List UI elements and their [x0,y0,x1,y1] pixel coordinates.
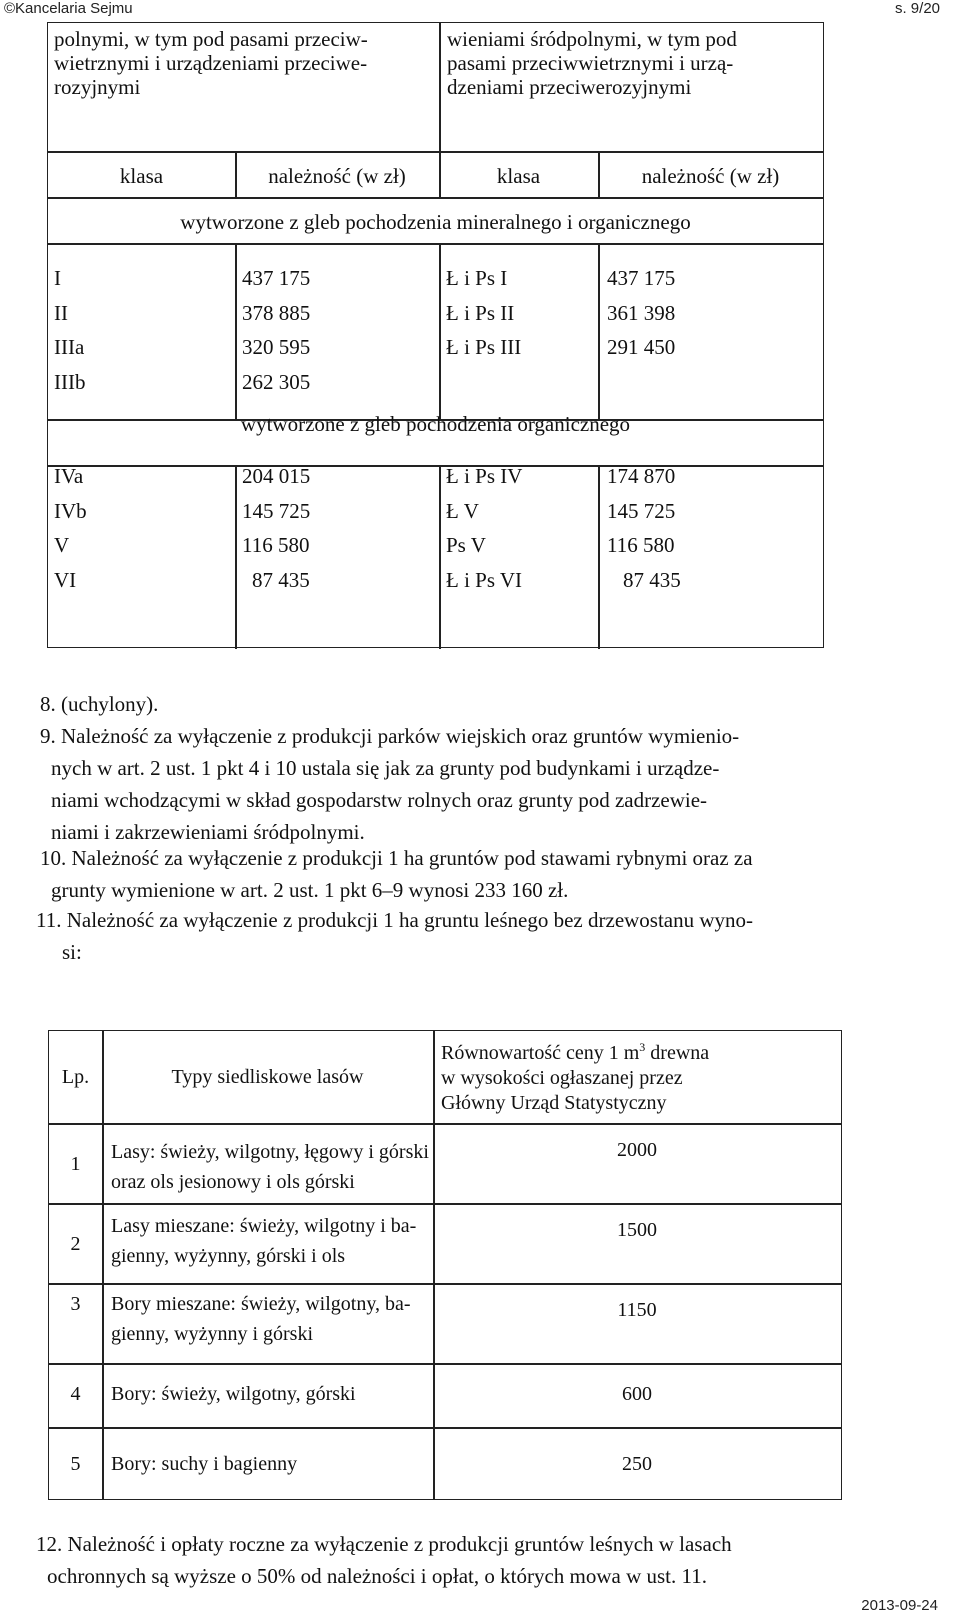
row-1-lp: 1 [70,1153,81,1175]
section2-col-class-2: Ł i Ps IV Ł V Ps V Ł i Ps VI [446,464,523,592]
forest-fee-table [48,1030,842,1500]
row-1-type: Lasy: świeży, wilgotny, łęgowy i górski oraz ols jesionowy i ols górski [111,1141,429,1193]
copyright-notice: ©Kancelaria Sejmu [4,0,133,17]
top-left-text: polnymi, w tym pod pasami przeciw- wietrznymi i urządzeniami przeciwe- rozyjnymi [54,27,368,99]
col-header-amount: należność (w zł) [268,164,406,188]
col-header-class: klasa [119,164,164,188]
col-header-class-2: klasa [496,164,541,188]
row-5-type: Bory: suchy i bagienny [111,1453,298,1475]
document-date: 2013-09-24 [861,1597,938,1614]
section2-col-amount-2: 174 870 145 725 116 580 87 435 [607,464,681,592]
paragraph-11: 11. Należność za wyłączenie z produkcji 1 ha gruntu leśnego bez drzewostanu wyno- si: [36,908,754,964]
row-4-value: 600 [622,1383,652,1405]
section1-col-class-2: Ł i Ps I Ł i Ps II Ł i Ps III [446,266,522,359]
section2-col-class: IVa IVb V VI [54,464,87,592]
row-4-type: Bory: świeży, wilgotny, górski [111,1383,356,1405]
row-3-type: Bory mieszane: świeży, wilgotny, ba- gienny, wyżynny i górski [111,1293,411,1345]
section-title-organic: wytworzone z gleb pochodzenia organicznego [240,412,631,436]
section2-col-amount: 204 015 145 725 116 580 87 435 [242,464,311,592]
paragraph-10: 10. Należność za wyłączenie z produkcji 1 ha gruntów pod stawami rybnymi oraz za grunty wymienione w art. 2 ust. 1 pkt 6–9 wynosi 233 160 zł. [40,846,753,902]
row-2-value: 1500 [617,1219,657,1241]
row-5-value: 250 [622,1453,652,1475]
row-3-lp: 3 [70,1293,81,1315]
row-2-lp: 2 [70,1233,81,1255]
paragraph-12: 12. Należność i opłaty roczne za wyłączenie z produkcji gruntów leśnych w lasach ochronnych są wyższe o 50% od należności i opłat, o których mowa w ust. 11. [36,1532,732,1588]
row-3-value: 1150 [617,1299,657,1321]
row-4-lp: 4 [70,1383,81,1405]
section1-col-amount-2: 437 175 361 398 291 450 [607,266,676,359]
section1-col-amount: 437 175 378 885 320 595 262 305 [242,266,311,394]
top-right-text: wieniami śródpolnymi, w tym pod pasami przeciwwietrznymi i urzą- dzeniami przeciwerozyjnymi [447,27,737,99]
row-1-value: 2000 [617,1139,657,1161]
col-header-amount-2: należność (w zł) [641,164,780,188]
fee-table-agricultural [47,22,824,648]
paragraph-8: 8. (uchylony). [40,692,159,716]
header-lp: Lp. [61,1066,90,1088]
page-number: s. 9/20 [894,0,940,17]
header-value: Równowartość ceny 1 $m^3$ drewna w wysokości ogłaszanej przez Główny Urząd Statystyczny [441,1040,710,1114]
section-title-mineral: wytworzone z gleb pochodzenia mineralnego i organicznego [180,210,691,234]
header-forest-types: Typy siedliskowe lasów [171,1066,364,1088]
row-2-type: Lasy mieszane: świeży, wilgotny i ba- gienny, wyżynny, górski i ols [111,1215,417,1267]
row-5-lp: 5 [70,1453,81,1475]
paragraph-9: 9. Należność za wyłączenie z produkcji parków wiejskich oraz gruntów wymienio- nych w art. 2 ust. 1 pkt 4 i 10 ustala się jak za grunty pod budynkami i urządze- niami wchodzącymi w skład gospodarstw rolnych oraz grunty pod zadrzewie- niami i zakrzewieniami śródpolnymi. [40,724,740,844]
section1-col-class: I II IIIa IIIb [54,266,86,394]
